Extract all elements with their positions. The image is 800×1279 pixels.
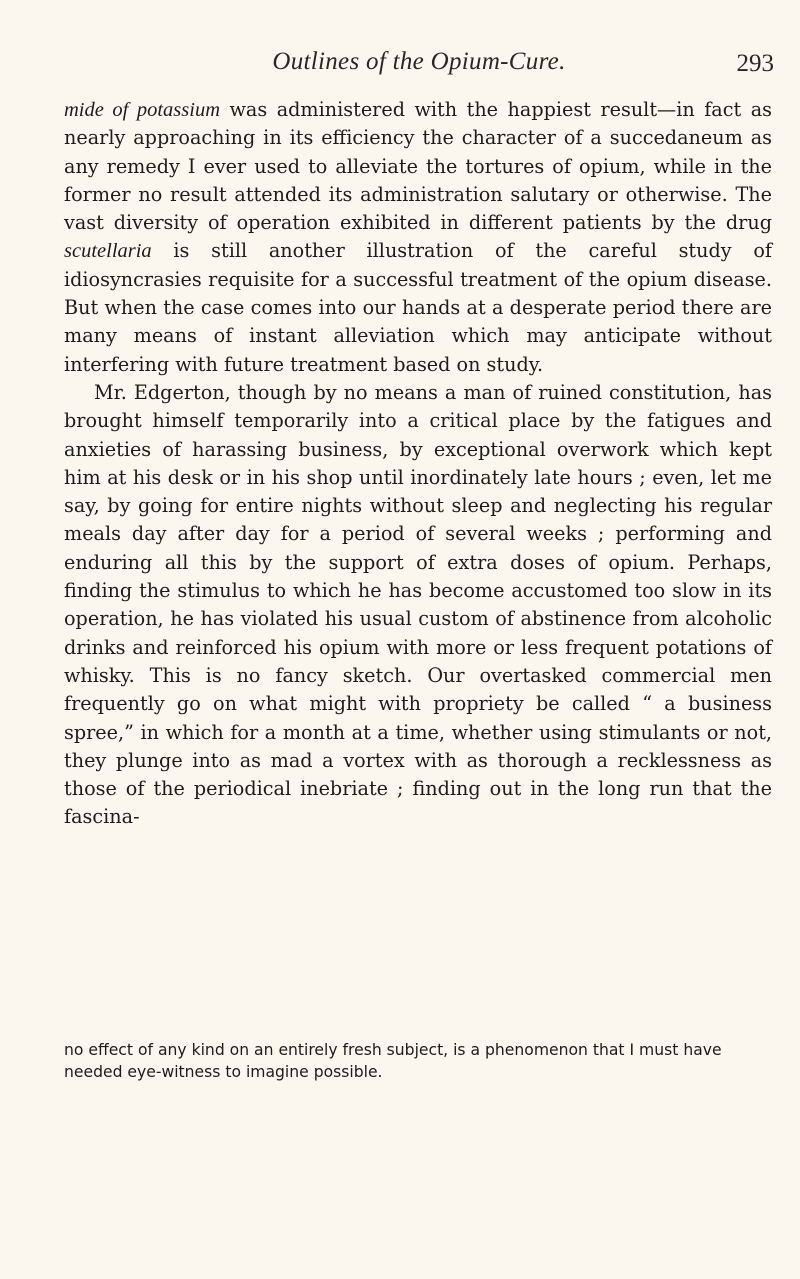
running-title: Outlines of the Opium-Cure. [272, 48, 566, 75]
paragraph-continued [64, 96, 772, 379]
body-text [64, 96, 772, 832]
page-number: 293 [736, 50, 774, 77]
paragraph-edgerton: Mr. Edgerton, though by no means a man of ruined constitution, has brought himself temporarily into a critical place by the fatigues and anxieties of harassing business, by exceptional overwork which kept him at his desk or in his shop until inordinately late hours ; even, let me say, by going for entire nights without sleep and neglecting his regular meals day after day for a period of several weeks ; performing and enduring all this by the support of extra doses of opium. Perhaps, finding the stimulus to which he has become accustomed too slow in its operation, he has violated his usual custom of abstinence from alcoholic drinks and reinforced his opium with more or less frequent potations of whisky. This is no fancy sketch. Our overtasked commercial men frequently go on what might with propriety be called “ a business spree,” in which for a month at a time, whether using stimulants or not, they plunge into as mad a vortex with as thorough a recklessness as those of the periodical inebriate ; finding out in the long run that the fascina- [64, 380, 772, 829]
italic-term-scutellaria: scutellaria [64, 240, 152, 263]
page-header [64, 48, 774, 88]
footnote [64, 1040, 772, 1083]
italic-term-potassium: mide of potassium [64, 99, 220, 121]
paragraph-text-1b: is still another illustration of the careful study of idiosyncrasies requisite for a successful treatment of the opium disease. But when the case comes into our hands at a desperate period there are many means of instant alleviation which may anticipate without interfering with future treatment based on study. [64, 239, 772, 376]
footnote-text: no effect of any kind on an entirely fresh subject, is a phenomenon that I must have needed eye-witness to imagine possible. [64, 1041, 722, 1081]
paragraph-text-1a: was administered with the happiest result—in fact as nearly approaching in its efficiency the character of a succedaneum as any remedy I ever used to alleviate the tortures of opium, while in the former no result attended its administration salutary or otherwise. The vast diversity of operation exhibited in different patients by the drug [64, 98, 772, 235]
